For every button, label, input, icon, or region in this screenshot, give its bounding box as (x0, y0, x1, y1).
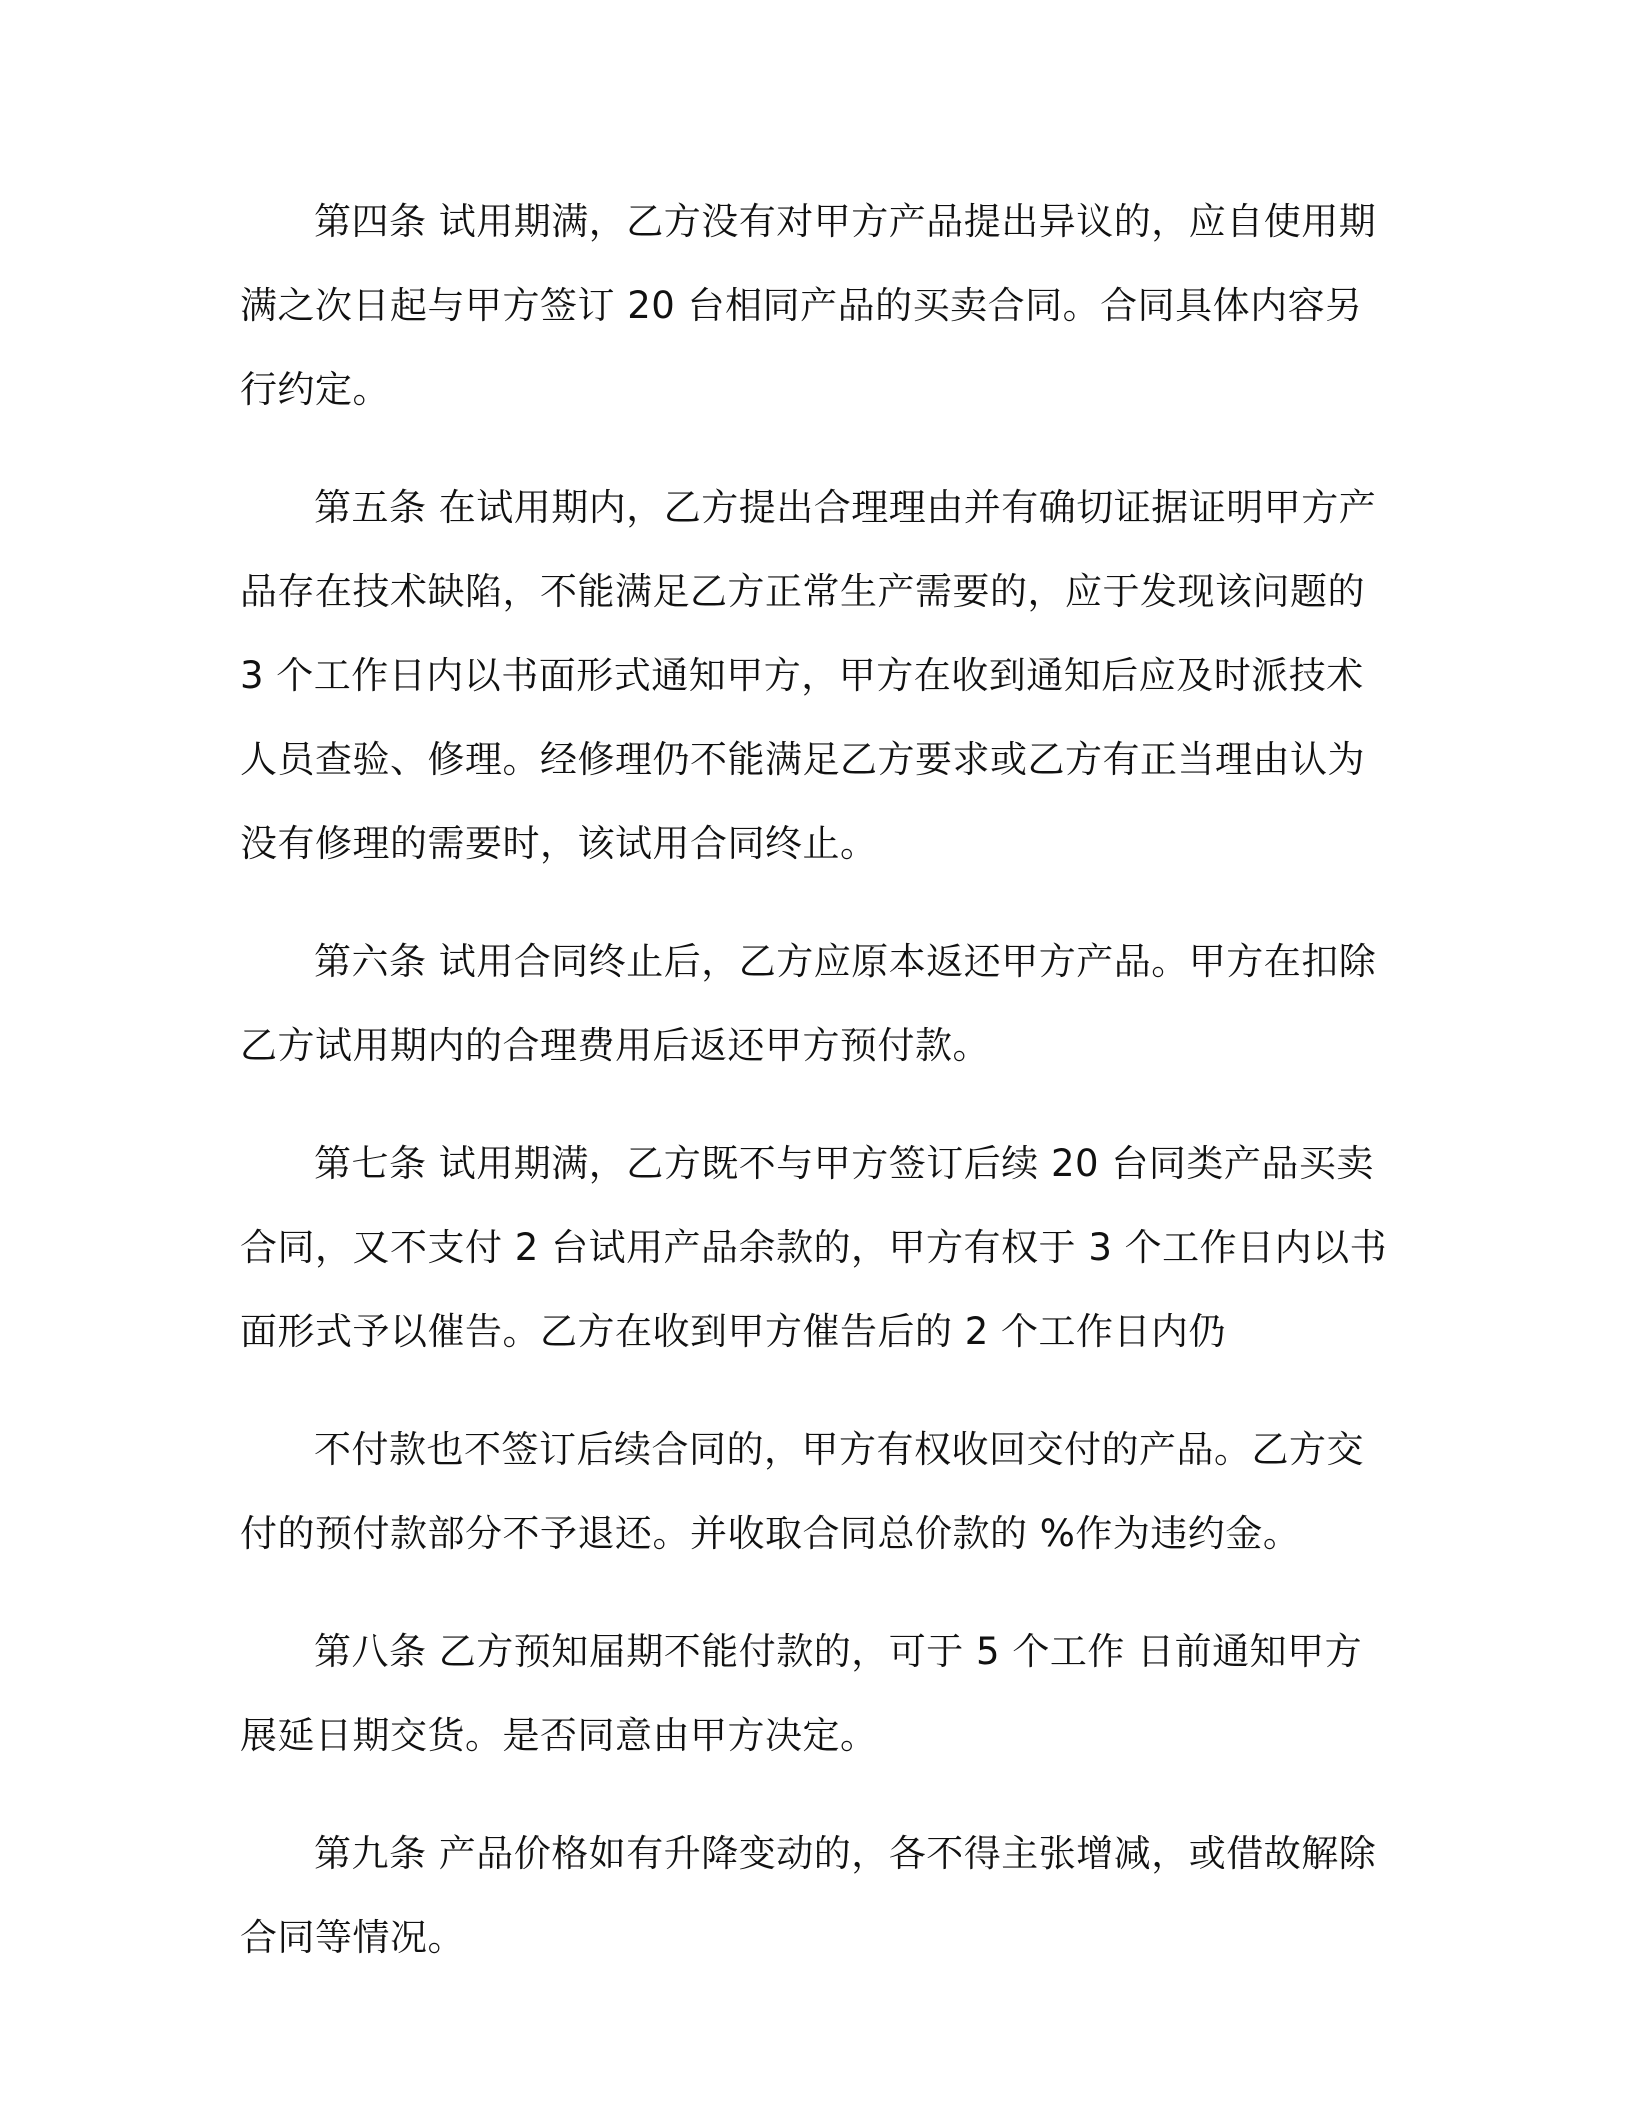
article-8-paragraph: 第八条 乙方预知届期不能付款的，可于 5 个工作 日前通知甲方展延日期交货。是否同意由甲方决定。 (240, 1630, 1363, 1757)
document-body (240, 180, 1390, 2014)
article-9-paragraph: 第九条 产品价格如有升降变动的，各不得主张增减，或借故解除合同等情况。 (240, 1832, 1377, 1959)
article-5-paragraph: 第五条 在试用期内，乙方提出合理理由并有确切证据证明甲方产品存在技术缺陷，不能满足乙方正常生产需要的，应于发现该问题的 3 个工作日内以书面形式通知甲方，甲方在收到通知后应及时派技术人员查验、修理。经修理仍不能满足乙方要求或乙方有正当理由认为没有修理的需要时，该试用合同终止。 (240, 486, 1377, 865)
article-4-paragraph: 第四条 试用期满，乙方没有对甲方产品提出异议的，应自使用期满之次日起与甲方签订 20 台相同产品的买卖合同。合同具体内容另行约定。 (240, 200, 1377, 411)
article-6-paragraph: 第六条 试用合同终止后，乙方应原本返还甲方产品。甲方在扣除乙方试用期内的合理费用后返还甲方预付款。 (240, 940, 1377, 1067)
article-7-continuation-paragraph: 不付款也不签订后续合同的，甲方有权收回交付的产品。乙方交付的预付款部分不予退还。并收取合同总价款的 %作为违约金。 (240, 1428, 1364, 1555)
article-7-paragraph: 第七条 试用期满，乙方既不与甲方签订后续 20 台同类产品买卖合同，又不支付 2 台试用产品余款的，甲方有权于 3 个工作日内以书面形式予以催告。乙方在收到甲方催告后的 2 个工作日内仍 (240, 1142, 1388, 1353)
